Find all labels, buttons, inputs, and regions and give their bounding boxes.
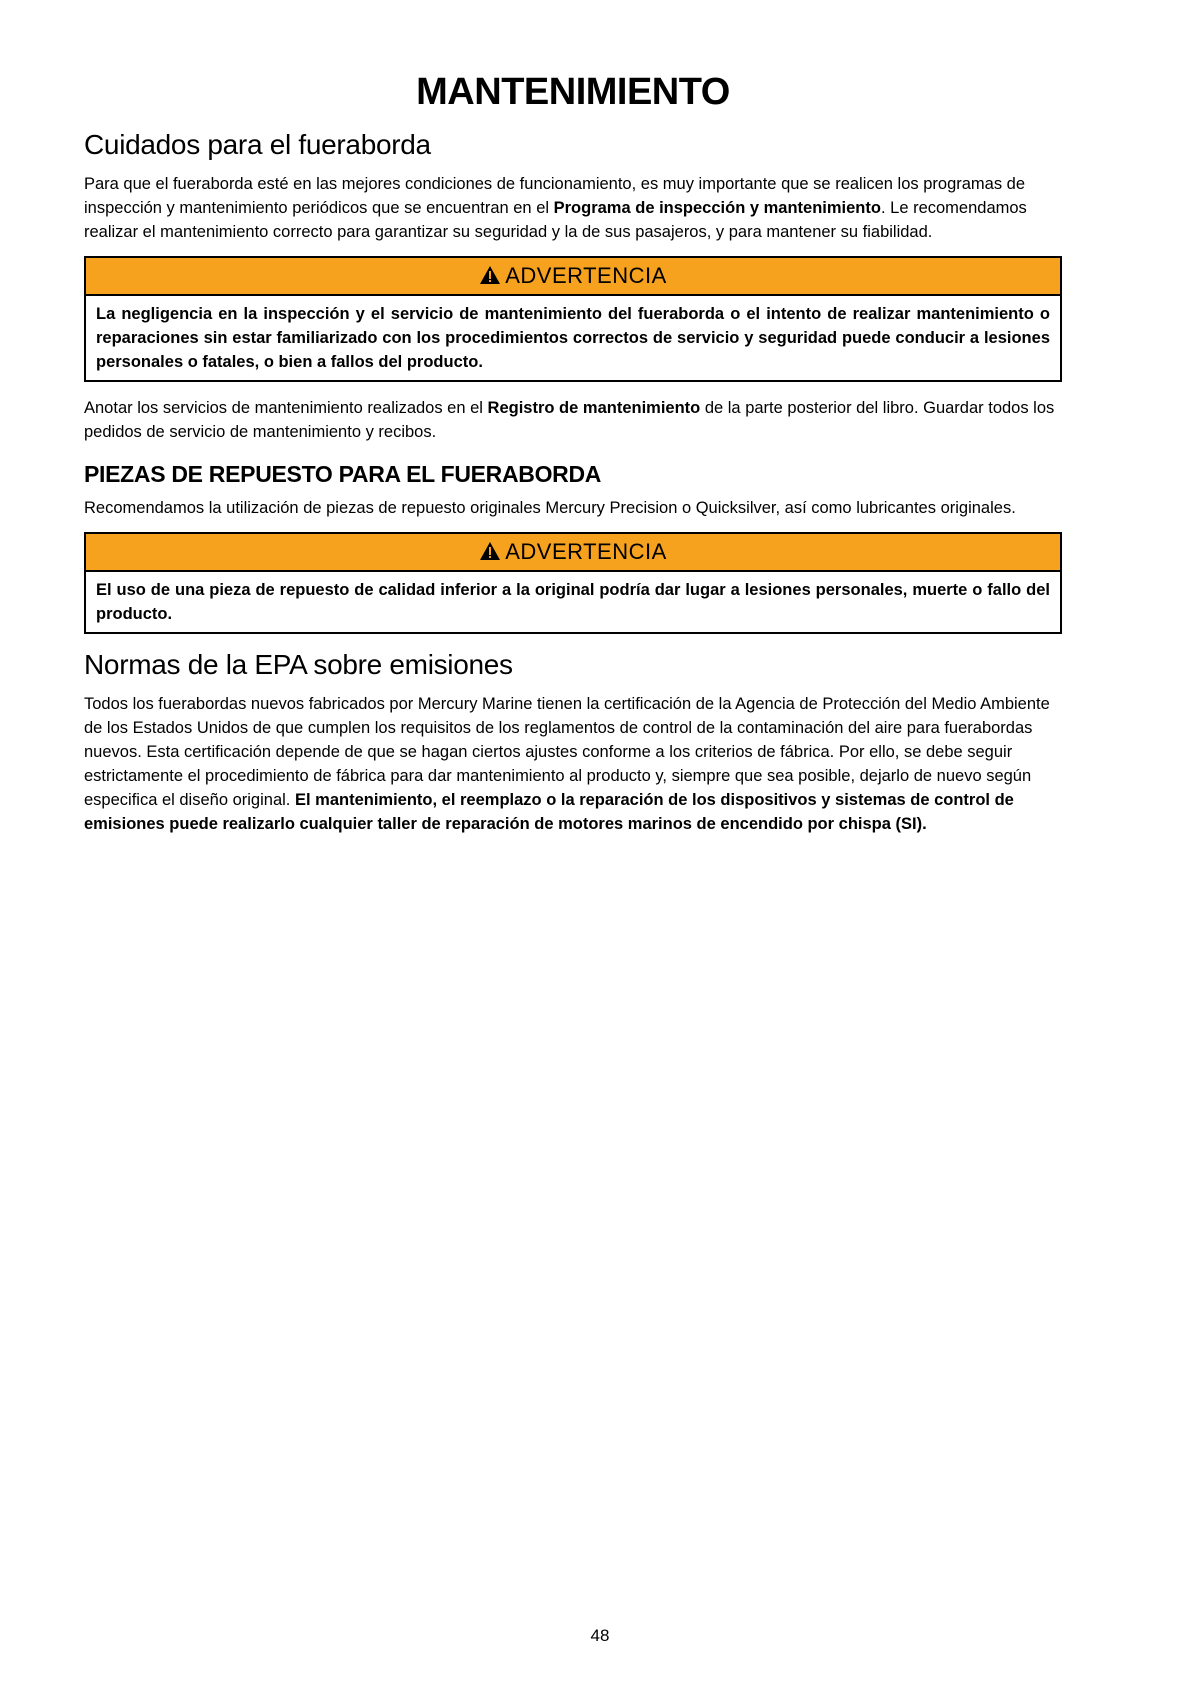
warning-header bbox=[86, 258, 1060, 296]
paragraph-epa bbox=[84, 692, 1062, 836]
paragraph-piezas: Recomendamos la utilización de piezas de repuesto originales Mercury Precision o Quicksilver, así como lubricantes originales. bbox=[84, 499, 1016, 517]
warning-header bbox=[86, 534, 1060, 572]
bold-reference-programa: Programa de inspección y mantenimiento bbox=[553, 199, 881, 217]
bold-reference-registro: Registro de mantenimiento bbox=[487, 399, 701, 417]
paragraph-text: de la parte posterior del libro. Guardar todos los pedidos de servicio de mantenimiento y recibos. bbox=[84, 399, 1055, 441]
paragraph-text: . Le recomendamos realizar el mantenimiento correcto para garantizar su seguridad y la de sus pasajeros, y para mantener su fiabilidad. bbox=[84, 199, 1027, 241]
warning-label: ADVERTENCIA bbox=[505, 263, 667, 288]
paragraph-text: Para que el fueraborda esté en las mejores condiciones de funcionamiento, es muy importante que se realicen los programas de inspección y mantenimiento periódicos que se encuentran en el bbox=[84, 175, 1026, 217]
paragraph-text: Todos los fuerabordas nuevos fabricados por Mercury Marine tienen la certificación de la Agencia de Protección del Medio Ambiente de los Estados Unidos de que cumplen los requisitos de los reglamentos de control de la contaminación del aire para fuerabordas nuevos. Esta certificación depende de que se hagan ciertos ajustes conforme a los criterios de fábrica. Por ello, se debe seguir estrictamente el procedimiento de fábrica para dar mantenimiento al producto y, siempre que sea posible, dejarlo de nuevo según especifica el diseño original. bbox=[84, 695, 1050, 809]
paragraph-cuidados bbox=[84, 172, 1062, 244]
paragraph-registro bbox=[84, 396, 1062, 444]
section-heading-epa: Normas de la EPA sobre emisiones bbox=[84, 649, 513, 680]
manual-page bbox=[84, 70, 1062, 848]
warning-box bbox=[84, 532, 1062, 634]
bold-statement-emisiones: El mantenimiento, el reemplazo o la reparación de los dispositivos y sistemas de control de emisiones puede realizarlo cualquier taller de reparación de motores marinos de encendido por chispa (SI). bbox=[84, 791, 1014, 833]
warning-label: ADVERTENCIA bbox=[505, 539, 667, 564]
warning-box bbox=[84, 256, 1062, 382]
warning-triangle-icon bbox=[479, 265, 501, 285]
warning-triangle-icon bbox=[479, 541, 501, 561]
page-title: MANTENIMIENTO bbox=[416, 71, 730, 113]
paragraph-text: Anotar los servicios de mantenimiento realizados en el bbox=[84, 399, 488, 417]
warning-text: El uso de una pieza de repuesto de calidad inferior a la original podría dar lugar a lesiones personales, muerte o fallo del producto. bbox=[96, 581, 1050, 623]
page-number: 48 bbox=[590, 1626, 610, 1645]
warning-text: La negligencia en la inspección y el servicio de mantenimiento del fueraborda o el intento de realizar mantenimiento o reparaciones sin estar familiarizado con los procedimientos correctos de servicio y seguridad puede conducir a lesiones personales o fatales, o bien a fallos del producto. bbox=[96, 305, 1050, 371]
section-heading-cuidados: Cuidados para el fueraborda bbox=[84, 129, 431, 160]
section-heading-piezas: PIEZAS DE REPUESTO PARA EL FUERABORDA bbox=[84, 461, 602, 487]
